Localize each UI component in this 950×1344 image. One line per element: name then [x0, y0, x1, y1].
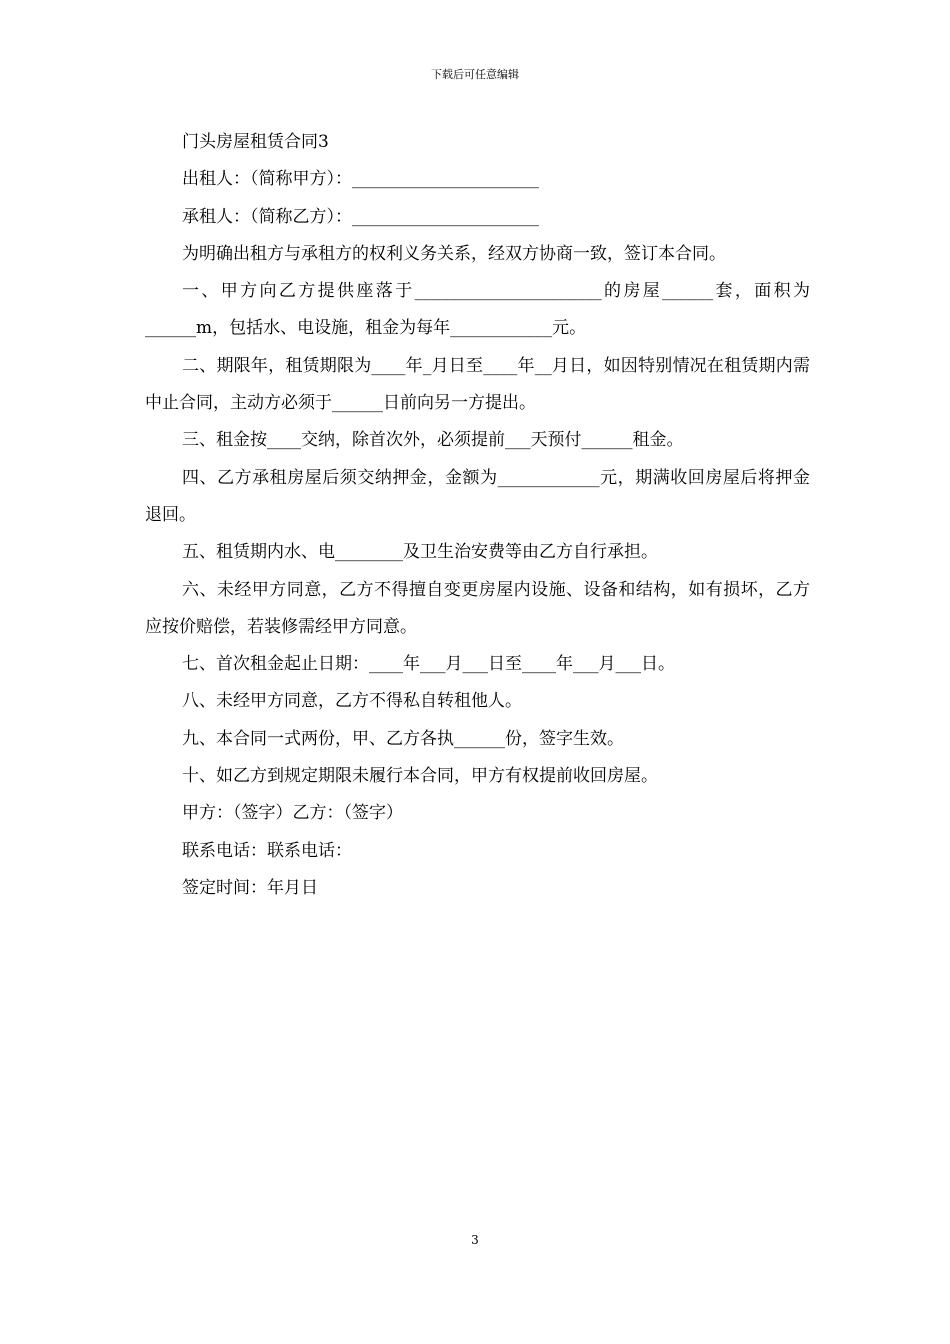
lessee-line: 承租人：（简称乙方）：______________________ — [182, 206, 539, 227]
intro-paragraph: 为明确出租方与承租方的权利义务关系，经双方协商一致，签订本合同。 — [182, 243, 726, 264]
page-header: 下载后可任意编辑 — [431, 68, 519, 81]
clause-5: 五、租赁期内水、电________及卫生治安费等由乙方自行承担。 — [182, 542, 658, 563]
clause-7: 七、首次租金起止日期：____年___月___日至____年___月___日。 — [182, 654, 675, 675]
clause-1: 一、甲方向乙方提供座落于______________________的房屋______套，面积为______m，包括水、电设施，租金为每年____________元。 — [145, 281, 810, 339]
clause-6: 六、未经甲方同意，乙方不得擅自变更房屋内设施、设备和结构，如有损坏，乙方应按价赔偿，若装修需经甲方同意。 — [145, 579, 810, 637]
contract-title: 门头房屋租赁合同3 — [182, 132, 329, 152]
clause-3: 三、租金按____交纳，除首次外，必须提前___天预付______租金。 — [182, 430, 684, 451]
clause-8: 八、未经甲方同意，乙方不得私自转租他人。 — [182, 691, 522, 712]
clause-4: 四、乙方承租房屋后须交纳押金，金额为____________元，期满收回房屋后将押金退回。 — [145, 467, 810, 525]
phone-line: 联系电话：联系电话： — [182, 840, 352, 861]
page-number: 3 — [471, 1233, 479, 1247]
clause-2: 二、期限年，租赁期限为____年_月日至____年__月日，如因特别情况在租赁期内需中止合同，主动方必须于______日前向另一方提出。 — [145, 355, 810, 414]
clause-9: 九、本合同一式两份，甲、乙方各执______份，签字生效。 — [182, 728, 624, 749]
contract-body — [145, 124, 810, 907]
clause-10: 十、如乙方到规定期限未履行本合同，甲方有权提前收回房屋。 — [182, 766, 658, 787]
date-line: 签定时间：年月日 — [182, 877, 318, 898]
lessor-line: 出租人：（简称甲方）：______________________ — [182, 169, 539, 190]
signature-line: 甲方：（签字）乙方：（签字） — [182, 803, 403, 824]
